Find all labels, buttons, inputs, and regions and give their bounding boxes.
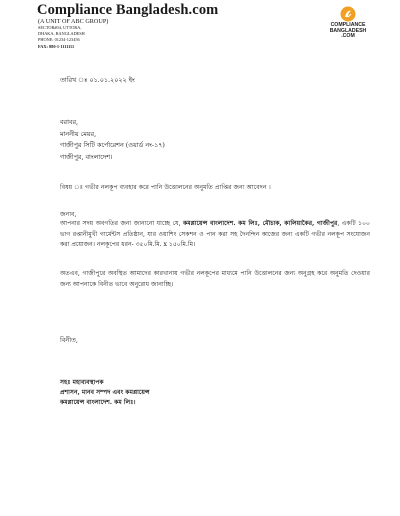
company-logo bbox=[318, 6, 378, 44]
company-name: Compliance Bangladesh.com bbox=[37, 2, 219, 18]
signature-line: কমপ্লায়েন্স বাংলাদেশ. কম লিঃ। bbox=[60, 399, 136, 406]
address-line: SECTOR#04, UTTORA, bbox=[38, 25, 82, 30]
company-mention: কমপ্লায়েন্স বাংলাদেশ. কম লিঃ, মৌচাক, কালিয়াকৈর, গাজীপুর bbox=[182, 220, 338, 227]
signature-line: প্রশাসন, মানব সম্পদ এবং কমপ্লায়েন্স bbox=[60, 389, 150, 396]
body-paragraph-1: আপনার সদয় অবগতির জন্য জানানো যাচ্ছে যে, কমপ্লায়েন্স বাংলাদেশ. কম লিঃ, মৌচাক, কালিয়াকৈর, গাজীপুর, একটি ১০০ ভাগ রপ্তানীমুখী গার্মেন্টস প্রতিষ্ঠান, যার ওয়াশিং সেকশন ও পান করা সহ দৈনন্দিন কাজের জন্য একটি গভীর নলকূপ সংযোজন করা প্রয়োজন। নলকূপের ধরন- ৩৫০মি.মি. x ১৫০মি.মি। bbox=[60, 220, 370, 248]
signature-line: সহঃ মহাব্যবস্থাপক bbox=[60, 379, 104, 386]
recipient-line: মাননীয় মেয়র, bbox=[60, 129, 97, 138]
salutation: জনাব, bbox=[60, 211, 77, 218]
body-paragraph-2: অতএব, গাজীপুরে অবস্থিত আমাদের কারখানায় গভীর নলকূপের মাধ্যমে পানি উত্তোলনের জন্য অনুগ্রহ করে অনুমতি দেওয়ার জন্য আপনাকে বিনীত ভাবে অনুরোধ জানাচ্ছি। bbox=[60, 270, 370, 288]
closing: বিনীত, bbox=[60, 336, 78, 344]
recipient-block bbox=[60, 117, 165, 163]
signature-block bbox=[60, 378, 150, 408]
fax-line: FAX: 880-1-1111111 bbox=[38, 43, 75, 49]
letter-date: তারিখ ঃ ০১.০১.২০২২ ইং bbox=[60, 76, 135, 84]
address-line: DHAKA, BANGLADESH bbox=[38, 31, 85, 37]
letter-subject: বিষয় ঃ গভীর নলকূপ ব্যবহার করে পানি উত্তোলনের অনুমতি প্রাপ্তির জন্য আবেদন । bbox=[60, 184, 271, 191]
recipient-line: বরাবর, bbox=[60, 118, 79, 126]
logo-wordmark: COMPLIANCE BANGLADESH .COM bbox=[329, 22, 367, 40]
recipient-line: গাজীপুর, বাংলাদেশ। bbox=[60, 152, 113, 161]
logo-emblem-icon bbox=[340, 6, 356, 22]
company-address bbox=[38, 25, 85, 50]
recipient-line: গাজীপুর সিটি কর্পোরেশন (ওয়ার্ড নং-১৭) bbox=[60, 141, 165, 149]
company-subtitle: (A UNIT OF ABC GROUP) bbox=[38, 18, 109, 25]
address-line: PHONE: 01234-123456 bbox=[38, 37, 80, 43]
